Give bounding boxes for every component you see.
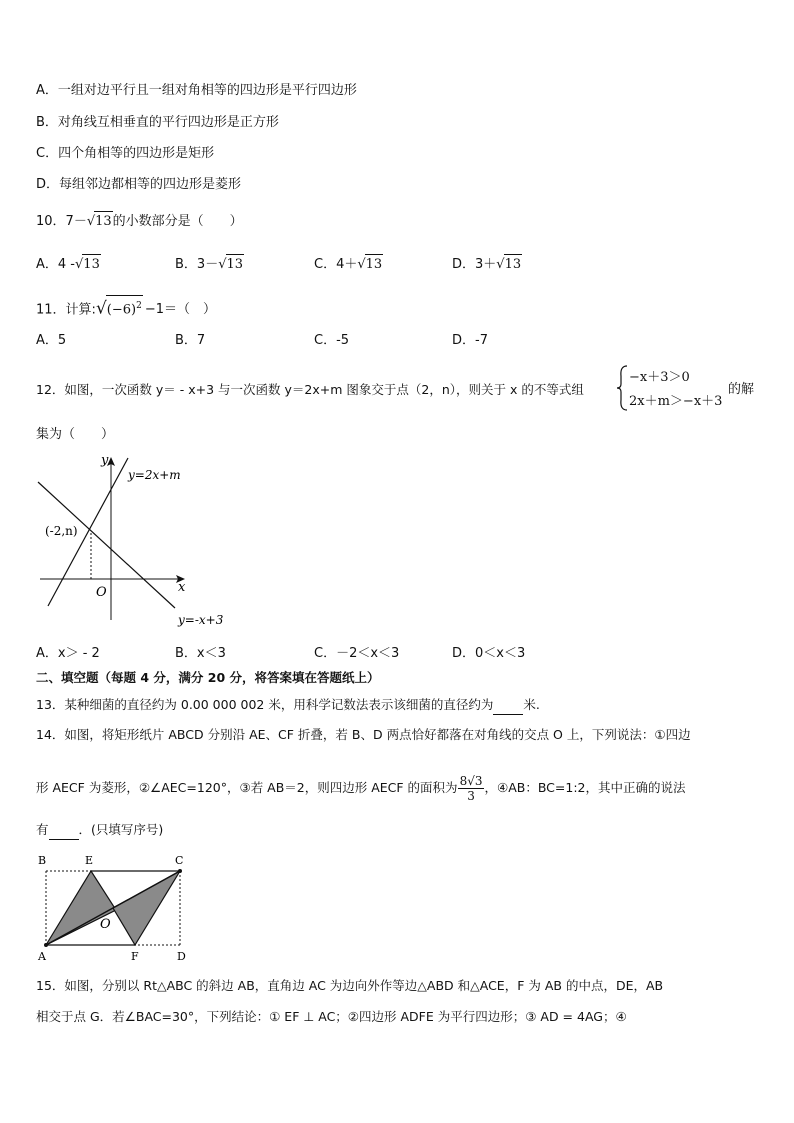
q10-prefix: 10．7－ [36, 214, 87, 229]
q10-option-b: B．3－√13 [175, 254, 244, 275]
q9-option-d: D．每组邻边都相等的四边形是菱形 [36, 177, 242, 192]
label-d: D [177, 950, 186, 963]
q10-option-c: C．4＋√13 [314, 254, 383, 275]
section-2-heading: 二、填空题（每题 4 分，满分 20 分，将答案填在答题纸上） [36, 670, 380, 685]
q12-option-b: B．x＜3 [175, 646, 226, 661]
q12-option-d: D．0＜x＜3 [452, 646, 526, 661]
q13-stem: 13．某种细菌的直径约为 0.00 000 002 米，用科学记数法表示该细菌的直径约为 米. [36, 695, 540, 715]
label-a: A [38, 950, 46, 963]
q10-stem: 10．7－√13的小数部分是（ ） [36, 211, 243, 232]
label-point: (-2,n) [45, 524, 78, 538]
label-line-2x-m: y=2x+m [128, 468, 181, 482]
label-b: B [38, 854, 47, 867]
label-y: y [101, 453, 109, 468]
q9-option-c: C．四个角相等的四边形是矩形 [36, 146, 215, 161]
q10-suffix: 的小数部分是（ ） [112, 214, 243, 229]
label-o: O [100, 917, 111, 932]
label-line-neg-x-3: y=-x+3 [178, 613, 224, 627]
diagonal-ac [46, 871, 180, 945]
q14-line3: 有 ．(只填写序号) [36, 820, 163, 840]
label-c: C [175, 854, 184, 867]
q12-tail: 的解 [728, 382, 755, 397]
q14-answer-blank[interactable] [49, 825, 79, 840]
q13-answer-blank[interactable] [493, 700, 523, 715]
q10-option-a: A．4 -√13 [36, 254, 101, 275]
label-x: x [178, 580, 186, 595]
q11-stem: 11．计算$:√(-6)^2 -1=$（ ） [36, 295, 216, 320]
q9-option-a: A．一组对边平行且一组对角相等的四边形是平行四边形 [36, 83, 357, 98]
q14-figure [34, 852, 194, 964]
q12-option-a: A．x＞ - 2 [36, 646, 100, 661]
label-origin: O [96, 585, 107, 600]
label-f: F [131, 950, 139, 963]
q12-brace [615, 364, 629, 412]
q14-line1: 14．如图，将矩形纸片 ABCD 分别沿 AE、CF 折叠，若 B、D 两点恰好都落在对角线的交点 O 上，下列说法：①四边 [36, 727, 691, 742]
label-e: E [85, 854, 94, 867]
q15-line2: 相交于点 G．若∠BAC=30°，下列结论：① EF ⊥ AC；②四边形 ADFE 为平行四边形；③ AD = 4AG；④ [36, 1009, 627, 1024]
q10-radicand: 13 [94, 211, 113, 232]
q11-option-d: D．-7 [452, 333, 488, 348]
q12-inequality-2: 2x＋m＞−x＋3 [629, 394, 723, 409]
q11-option-a: A．5 [36, 333, 67, 348]
q12-option-c: C．－2＜x＜3 [314, 646, 400, 661]
shaded-triangle-right [113, 871, 180, 945]
q9-option-b: B．对角线互相垂直的平行四边形是正方形 [36, 115, 279, 130]
q12-stem: 12．如图，一次函数 y＝ - x+3 与一次函数 y＝2x+m 图象交于点（2，n），则关于 x 的不等式组 [36, 382, 584, 397]
q11-radicand: $(-6)^2$ [106, 295, 143, 320]
shaded-triangle-left [46, 871, 116, 945]
q12-inequality-1: −x＋3＞0 [629, 370, 690, 385]
q10-option-d: D．3＋√13 [452, 254, 522, 275]
q11-option-b: B．7 [175, 333, 206, 348]
q14-fraction: $\frac{8√3}{3}$ [459, 774, 483, 803]
q11-option-c: C．-5 [314, 333, 350, 348]
q12-figure [30, 448, 230, 636]
q15-line1: 15．如图，分别以 Rt△ABC 的斜边 AB，直角边 AC 为边向外作等边△ABD 和△ACE，F 为 AB 的中点，DE，AB [36, 978, 664, 993]
q14-line2: 形 AECF 为菱形，②∠AEC=120°，③若 AB＝2，则四边形 AECF 的面积为 $\frac{8√3}{3}$ ，④AB：BC=1:2，其中正确的说法 [36, 774, 686, 803]
q12-stem-line2: 集为（ ） [36, 427, 115, 442]
